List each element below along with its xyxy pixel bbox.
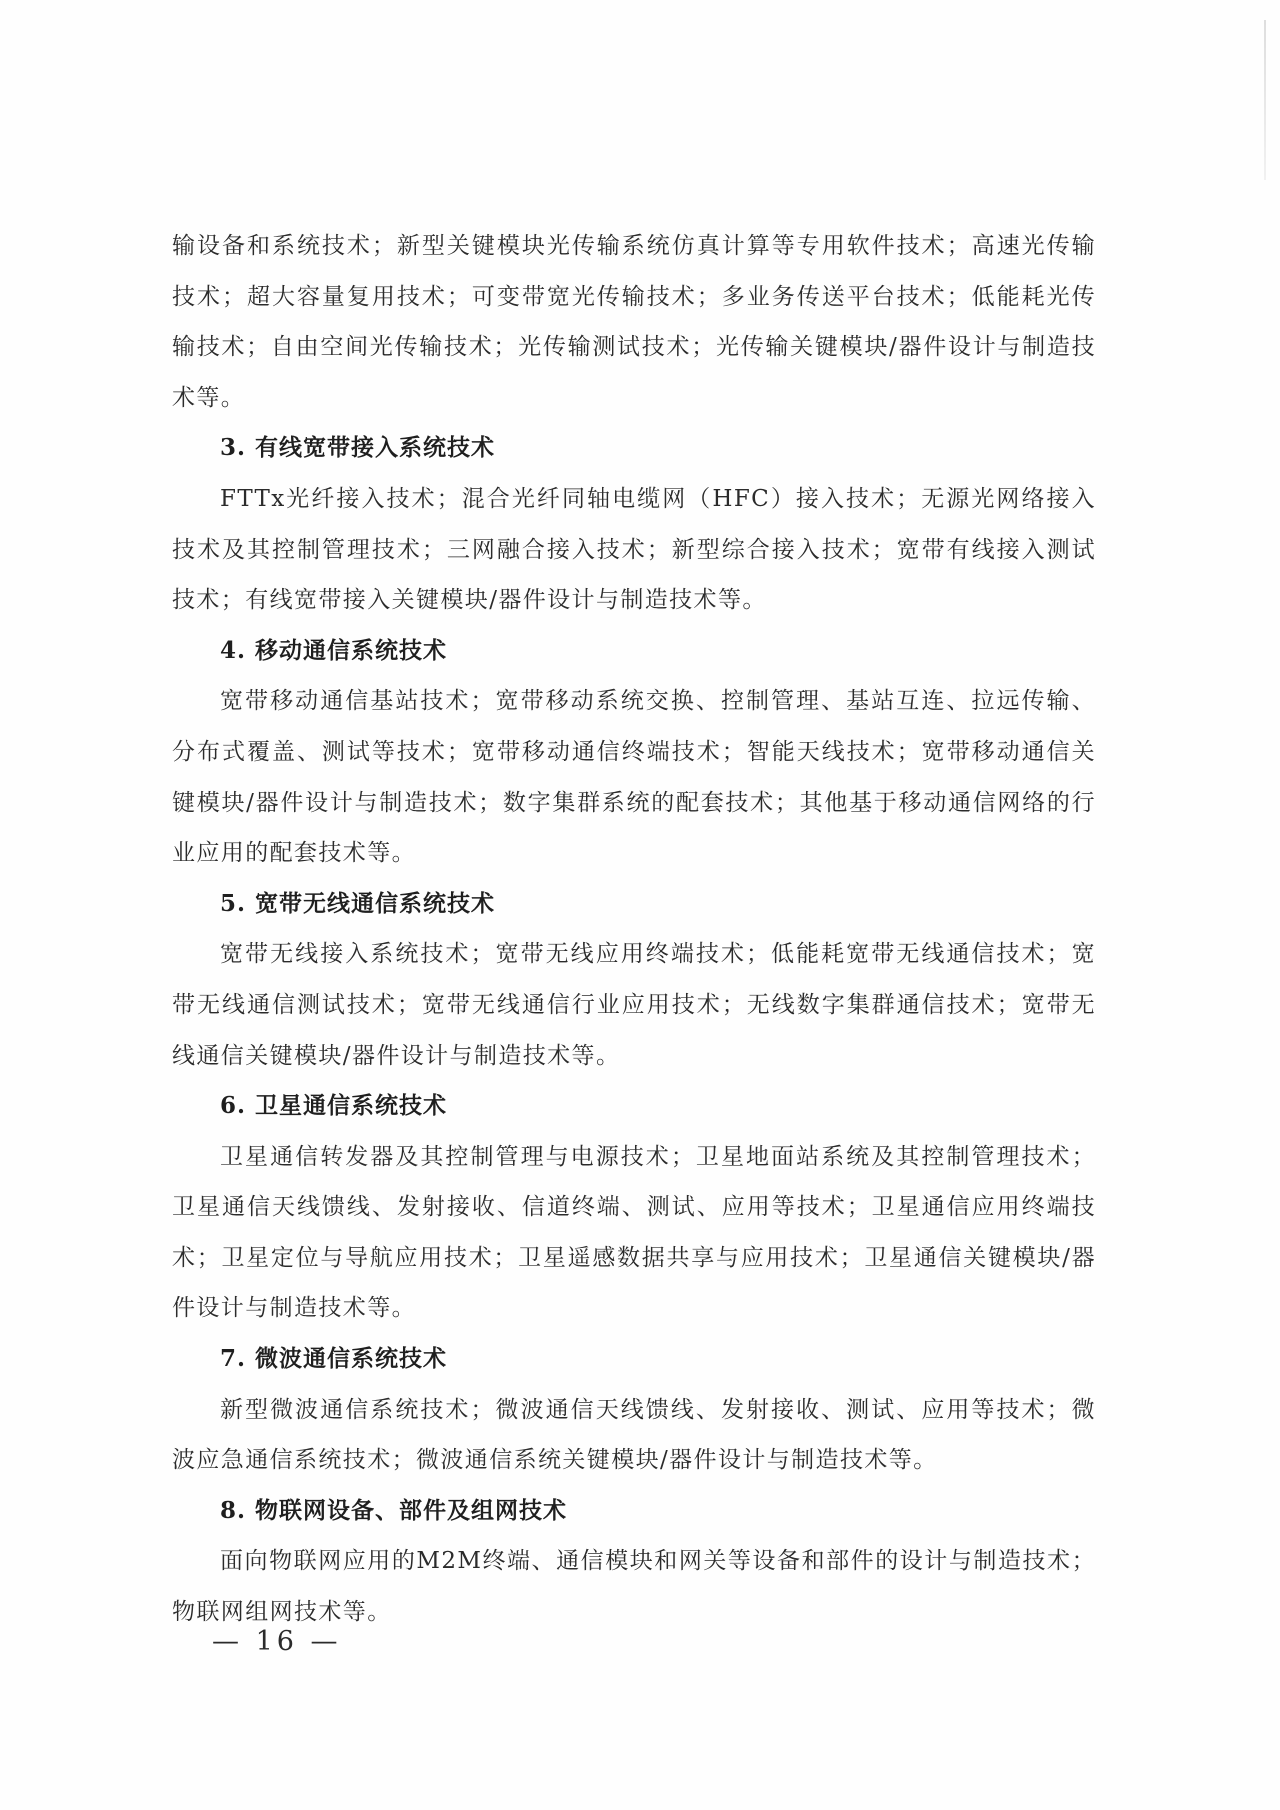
paragraph-microwave-communication: 新型微波通信系统技术；微波通信天线馈线、发射接收、测试、应用等技术；微波应急通信系统技术；微波通信系统关键模块/器件设计与制造技术等。 xyxy=(172,1396,1096,1474)
document-body xyxy=(172,221,1096,1638)
paragraph-optical-transmission-continued: 输设备和系统技术；新型关键模块光传输系统仿真计算等专用软件技术；高速光传输技术；超大容量复用技术；可变带宽光传输技术；多业务传送平台技术；低能耗光传输技术；自由空间光传输技术；光传输测试技术；光传输关键模块/器件设计与制造技术等。 xyxy=(172,233,1096,411)
paragraph-broadband-wireless: 宽带无线接入系统技术；宽带无线应用终端技术；低能耗宽带无线通信技术；宽带无线通信测试技术；宽带无线通信行业应用技术；无线数字集群通信技术；宽带无线通信关键模块/器件设计与制造技术等。 xyxy=(172,941,1096,1069)
paragraph-iot-devices: 面向物联网应用的M2M终端、通信模块和网关等设备和部件的设计与制造技术；物联网组网技术等。 xyxy=(172,1548,1096,1626)
paragraph-mobile-communication: 宽带移动通信基站技术；宽带移动系统交换、控制管理、基站互连、拉远传输、分布式覆盖、测试等技术；宽带移动通信终端技术；智能天线技术；宽带移动通信关键模块/器件设计与制造技术；数字集群系统的配套技术；其他基于移动通信网络的行业应用的配套技术等。 xyxy=(172,688,1096,867)
paragraph-wired-broadband: FTTx光纤接入技术；混合光纤同轴电缆网（HFC）接入技术；无源光网络接入技术及其控制管理技术；三网融合接入技术；新型综合接入技术；宽带有线接入测试技术；有线宽带接入关键模块/器件设计与制造技术等。 xyxy=(172,485,1096,614)
section-heading-microwave-communication: 7. 微波通信系统技术 xyxy=(220,1345,448,1373)
section-heading-iot-devices: 8. 物联网设备、部件及组网技术 xyxy=(220,1496,568,1524)
scan-edge-mark xyxy=(1264,20,1266,180)
section-heading-satellite-communication: 6. 卫星通信系统技术 xyxy=(220,1092,448,1120)
section-heading-mobile-communication: 4. 移动通信系统技术 xyxy=(220,636,448,664)
section-heading-broadband-wireless: 5. 宽带无线通信系统技术 xyxy=(220,889,496,917)
section-heading-wired-broadband: 3. 有线宽带接入系统技术 xyxy=(220,434,496,462)
paragraph-satellite-communication: 卫星通信转发器及其控制管理与电源技术；卫星地面站系统及其控制管理技术；卫星通信天线馈线、发射接收、信道终端、测试、应用等技术；卫星通信应用终端技术；卫星定位与导航应用技术；卫星遥感数据共享与应用技术；卫星通信关键模块/器件设计与制造技术等。 xyxy=(172,1143,1096,1322)
page-number: — 16 — xyxy=(212,1626,342,1657)
